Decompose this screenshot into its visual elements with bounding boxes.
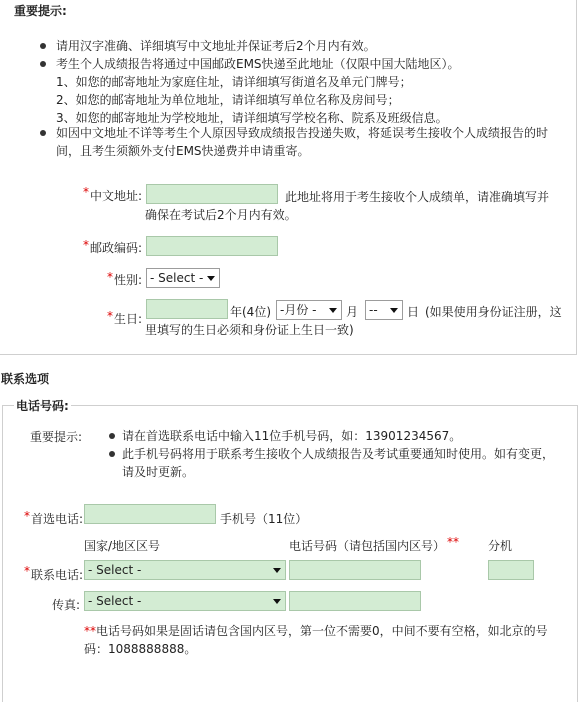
preferred-phone-input[interactable]	[84, 504, 216, 524]
birthday-label: 生日:	[114, 312, 143, 326]
phone-footnote	[84, 622, 554, 658]
day-suffix: 日	[407, 305, 420, 319]
contact-important-title: 重要提示:	[30, 430, 83, 444]
note-item: 请用汉字准确、详细填写中文地址并保证考后2个月内有效。	[56, 39, 376, 53]
fax-number-input[interactable]	[289, 591, 421, 611]
month-select-value: -月份 -	[280, 303, 317, 317]
address-label: 中文地址:	[90, 189, 143, 203]
contact-country-select[interactable]	[84, 560, 286, 580]
footnote-mark: **	[84, 624, 96, 638]
note-item: 如因中文地址不详等考生个人原因导致成绩报告投递失败，将延误考生接收个人成绩报告的时间，且考生须额外支付EMS快递费并申请重寄。	[56, 126, 549, 158]
important-notice-title: 重要提示:	[14, 4, 67, 18]
required-mark: **	[447, 535, 459, 549]
note-subitem: 3、如您的邮寄地址为学校地址，请详细填写学校名称、院系及班级信息。	[56, 111, 448, 125]
required-mark: *	[107, 309, 113, 323]
month-suffix: 月	[346, 305, 359, 319]
chevron-down-icon	[207, 276, 215, 281]
contact-note-item: 请在首选联系电话中输入11位手机号码，如：13901234567。	[122, 429, 462, 443]
footnote-text: 电话号码如果是固话请包含国内区号，第一位不需要0，中间不要有空格，如北京的号码：1088888888。	[84, 624, 548, 656]
gender-label: 性别:	[114, 273, 143, 287]
country-select-value: - Select -	[88, 563, 142, 577]
bullet-icon	[40, 130, 46, 136]
contact-phone-label: 联系电话:	[31, 568, 84, 582]
year-suffix: 年(4位)	[230, 305, 271, 319]
bullet-icon	[109, 433, 115, 439]
bullet-icon	[109, 451, 115, 457]
gender-select-value: - Select -	[150, 271, 204, 285]
chevron-down-icon	[273, 599, 281, 604]
required-mark: *	[83, 185, 89, 199]
fax-country-select-value: - Select -	[88, 594, 142, 608]
extension-header: 分机	[488, 539, 513, 553]
preferred-phone-suffix: 手机号（11位）	[220, 512, 308, 526]
note-item: 考生个人成绩报告将通过中国邮政EMS快递至此地址（仅限中国大陆地区）。	[56, 57, 460, 71]
contact-note-item: 此手机号码将用于联系考生接收个人成绩报告及考试重要通知时使用。如有变更，请及时更新。	[122, 447, 555, 479]
note-subitem: 2、如您的邮寄地址为单位地址，请详细填写单位名称及房间号；	[56, 93, 400, 107]
preferred-phone-label: 首选电话:	[31, 512, 84, 526]
required-mark: *	[24, 564, 30, 578]
fax-country-select[interactable]	[84, 591, 286, 611]
country-code-header: 国家/地区区号	[84, 539, 161, 553]
bullet-icon	[40, 61, 46, 67]
contact-extension-input[interactable]	[488, 560, 534, 580]
contact-section-title: 联系选项	[1, 372, 50, 386]
contact-number-input[interactable]	[289, 560, 421, 580]
phone-legend: 电话号码:	[16, 399, 69, 413]
required-mark: *	[24, 509, 30, 523]
chevron-down-icon	[273, 568, 281, 573]
address-hint: 此地址将用于考生接收个人成绩单，请准确填写并确保在考试后2个月内有效。	[145, 190, 550, 222]
required-mark: *	[107, 270, 113, 284]
gender-select[interactable]	[146, 268, 220, 288]
phone-number-header: 电话号码（请包括国内区号）	[289, 539, 446, 553]
bullet-icon	[40, 43, 46, 49]
day-select-value: --	[369, 303, 378, 317]
note-subitem: 1、如您的邮寄地址为家庭住址，请详细填写街道名及单元门牌号；	[56, 75, 412, 89]
postcode-input[interactable]	[146, 236, 278, 256]
fax-label: 传真:	[52, 598, 81, 612]
postcode-label: 邮政编码:	[90, 241, 143, 255]
birthday-hint: (如果使用身份证注册，这里填写的生日必须和身份证上生日一致)	[145, 305, 562, 337]
required-mark: *	[83, 238, 89, 252]
